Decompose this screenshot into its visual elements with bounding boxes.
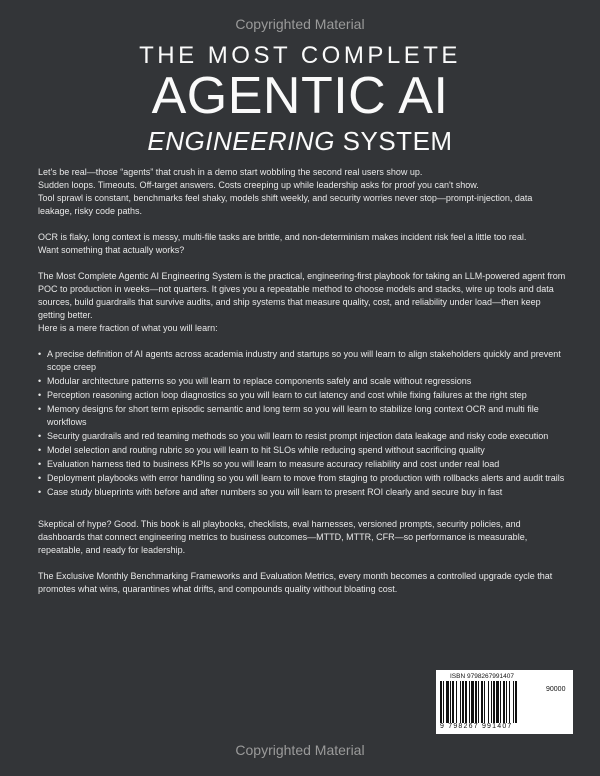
intro-paragraph-2	[38, 231, 566, 257]
title-line-1: THE MOST COMPLETE	[139, 42, 461, 69]
title-line-2: AGENTIC AI	[151, 67, 449, 125]
title-line-3	[0, 126, 600, 156]
blurb-content	[38, 166, 566, 609]
list-item: • Perception reasoning action loop diagnostics so you will learn to cut latency and cost while fixing failures at the right step	[38, 389, 566, 402]
list-item: • Security guardrails and red teaming methods so you will learn to resist prompt injection data leakage and risky code execution	[38, 430, 566, 443]
barcode-bars-icon	[440, 681, 544, 723]
isbn-label: ISBN 9798267991407	[450, 673, 514, 680]
list-item: • Memory designs for short term episodic semantic and long term so you will learn to stabilize long context OCR and multi file workflows	[38, 403, 566, 429]
list-item: • Deployment playbooks with error handling so you will learn to move from staging to production with rollbacks alerts and audit trails	[38, 472, 566, 485]
intro-line: Sudden loops. Timeouts. Off-target answers. Costs creeping up while leadership asks for proof you can't show.	[38, 180, 479, 190]
list-item: • Modular architecture patterns so you will learn to replace components safely and scale without regressions	[38, 375, 566, 388]
price-code: 90000	[546, 686, 566, 693]
intro-line: Let's be real—those “agents” that crush in a demo start wobbling the second real users show up.	[38, 167, 423, 177]
list-item: • Model selection and routing rubric so you will learn to hit SLOs while reducing spend without sacrificing quality	[38, 444, 566, 457]
closing-paragraph-1: Skeptical of hype? Good. This book is all playbooks, checklists, eval harnesses, versioned prompts, security policies, and dashboards that connect engineering metrics to business outcomes—MTTD, MTTR, CFR—so performance is measurable, repeatable, and ready for leadership.	[38, 519, 528, 555]
list-item: • A precise definition of AI agents across academia industry and startups so you will learn to align stakeholders quickly and prevent scope creep	[38, 348, 566, 374]
intro-line: Want something that actually works?	[38, 245, 185, 255]
watermark-top: Copyrighted Material	[235, 16, 365, 32]
title-line-3-italic: ENGINEERING	[147, 126, 335, 156]
learning-bullet-list	[38, 348, 566, 499]
list-item: • Evaluation harness tied to business KPIs so you will learn to measure accuracy reliability and cost under real load	[38, 458, 566, 471]
book-title	[0, 44, 600, 156]
intro-paragraph-3	[38, 270, 566, 335]
watermark-bottom: Copyrighted Material	[235, 742, 365, 758]
intro-line: Tool sprawl is constant, benchmarks feel shaky, models shift weekly, and security worries never stop—prompt-injection, data leakage, risky code paths.	[38, 193, 533, 216]
list-item: • Case study blueprints with before and after numbers so you will learn to present ROI clearly and secure buy in fast	[38, 486, 566, 499]
intro-text: The Most Complete Agentic AI Engineering System is the practical, engineering-first playbook for taking an LLM-powered agent from POC to production in weeks—not quarters. It gives you a repeatable method to choose models and stacks, wire up tools and data sources, build guardrails that survive audits, and ship systems that measure quality, cost, and reliability under load—then keep getting better.	[38, 271, 566, 320]
intro-line: OCR is flaky, long context is messy, multi-file tasks are brittle, and non-determinism makes incident risk feel a little too real.	[38, 232, 527, 242]
closing-paragraph-2: The Exclusive Monthly Benchmarking Frameworks and Evaluation Metrics, every month becomes a controlled upgrade cycle that promotes what wins, quarantines what drifts, and compounds quality without bloating cost.	[38, 571, 553, 594]
barcode-digits: 9 798267 991407	[440, 723, 513, 730]
isbn-barcode	[436, 670, 573, 734]
title-line-3-rest: SYSTEM	[334, 126, 453, 156]
intro-paragraph-1	[38, 166, 566, 218]
bullets-lead: Here is a mere fraction of what you will learn:	[38, 323, 218, 333]
